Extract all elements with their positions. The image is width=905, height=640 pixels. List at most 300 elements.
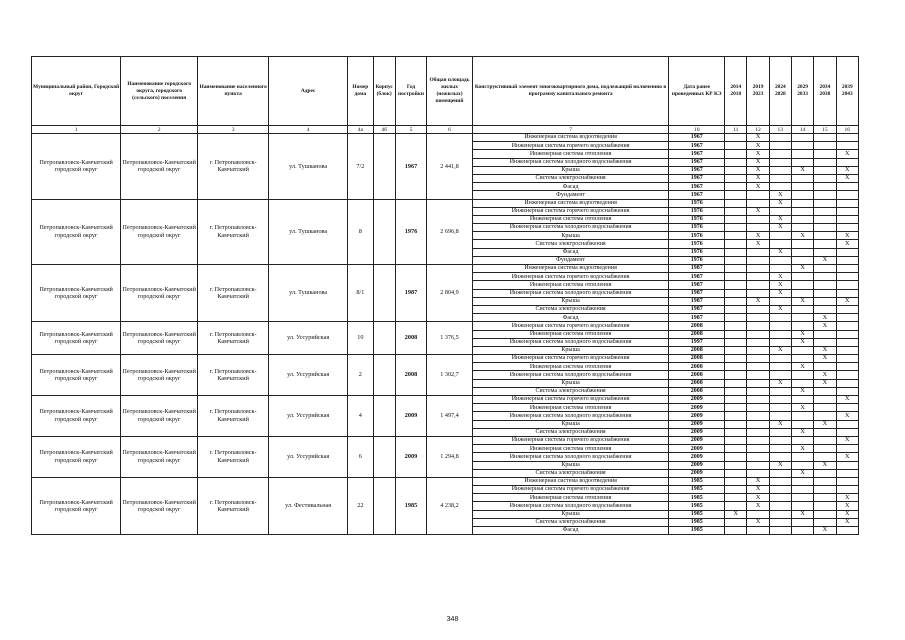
locality-cell: г. Петропавловск-Камчатский (198, 396, 269, 437)
period-mark-cell: X (836, 518, 858, 526)
previous-repair-date-cell: 1967 (669, 142, 725, 150)
period-mark-cell (836, 477, 858, 485)
period-mark-cell (725, 387, 747, 395)
structural-element-cell: Крыша (472, 297, 669, 305)
period-mark-cell (836, 527, 858, 535)
period-mark-cell (791, 191, 813, 199)
structural-element-cell: Инженерная система горячего водоснабжения (472, 355, 669, 363)
period-mark-cell (725, 379, 747, 387)
previous-repair-date-cell: 2008 (669, 379, 725, 387)
period-mark-cell (836, 387, 858, 395)
period-mark-cell (747, 412, 769, 420)
period-mark-cell (725, 477, 747, 485)
period-mark-cell (725, 355, 747, 363)
period-mark-cell (814, 273, 836, 281)
structural-element-cell: Инженерная система горячего водоснабжения (472, 436, 669, 444)
settlement-cell: Петропавловск-Камчатский городской округ (121, 396, 198, 437)
period-mark-cell (836, 158, 858, 166)
period-mark-cell: X (836, 502, 858, 510)
period-mark-cell (814, 158, 836, 166)
corpus-cell (373, 477, 395, 534)
period-mark-cell (791, 486, 813, 494)
period-mark-cell (836, 191, 858, 199)
period-mark-cell (725, 134, 747, 142)
locality-cell: г. Петропавловск-Камчатский (198, 134, 269, 200)
structural-element-cell: Фундамент (472, 256, 669, 264)
period-mark-cell: X (769, 199, 791, 207)
column-number: 14 (791, 126, 813, 134)
period-mark-cell (747, 256, 769, 264)
period-mark-cell (814, 166, 836, 174)
period-mark-cell (725, 215, 747, 223)
period-mark-cell: X (769, 289, 791, 297)
build-year-cell: 1976 (395, 199, 426, 265)
period-mark-cell (836, 445, 858, 453)
period-mark-cell (747, 248, 769, 256)
period-mark-cell: X (747, 150, 769, 158)
period-mark-cell (747, 461, 769, 469)
period-mark-cell (725, 207, 747, 215)
table-row (32, 436, 859, 444)
structural-element-cell: Крыша (472, 346, 669, 354)
previous-repair-date-cell: 1987 (669, 281, 725, 289)
table-row (32, 396, 859, 404)
structural-element-cell: Инженерная система отопления (472, 404, 669, 412)
area-cell: 1 294,8 (427, 436, 473, 477)
previous-repair-date-cell: 1976 (669, 256, 725, 264)
period-mark-cell (814, 232, 836, 240)
structural-element-cell: Инженерная система отопления (472, 150, 669, 158)
period-mark-cell (747, 199, 769, 207)
settlement-cell: Петропавловск-Камчатский городской округ (121, 134, 198, 200)
corpus-cell (373, 355, 395, 396)
period-mark-cell (814, 338, 836, 346)
settlement-cell: Петропавловск-Камчатский городской округ (121, 355, 198, 396)
period-mark-cell: X (747, 166, 769, 174)
previous-repair-date-cell: 1967 (669, 158, 725, 166)
structural-element-cell: Инженерная система отопления (472, 363, 669, 371)
period-mark-cell (769, 453, 791, 461)
period-mark-cell: X (769, 305, 791, 313)
structural-element-cell: Система электроснабжения (472, 174, 669, 182)
period-mark-cell (769, 477, 791, 485)
period-mark-cell (791, 527, 813, 535)
structural-element-cell: Крыша (472, 420, 669, 428)
structural-element-cell: Инженерная система холодного водоснабжения (472, 289, 669, 297)
table-row (32, 322, 859, 330)
period-mark-cell: X (769, 224, 791, 232)
period-mark-cell (725, 412, 747, 420)
period-mark-cell (791, 199, 813, 207)
period-mark-cell (725, 305, 747, 313)
column-number: 5 (395, 126, 426, 134)
period-mark-cell (791, 134, 813, 142)
period-mark-cell (725, 469, 747, 477)
period-mark-cell: X (747, 207, 769, 215)
period-mark-cell (769, 174, 791, 182)
program-table-sheet (31, 56, 859, 535)
structural-element-cell: Инженерная система отопления (472, 330, 669, 338)
period-mark-cell (836, 404, 858, 412)
period-mark-cell (836, 371, 858, 379)
period-mark-cell (769, 510, 791, 518)
previous-repair-date-cell: 2008 (669, 371, 725, 379)
period-mark-cell (769, 256, 791, 264)
structural-element-cell: Система электроснабжения (472, 428, 669, 436)
header-period-2019-2023: 2019 2023 (747, 57, 769, 126)
period-mark-cell (814, 174, 836, 182)
period-mark-cell (791, 412, 813, 420)
header-period-2034-2038: 2034 2038 (814, 57, 836, 126)
area-cell: 2 696,8 (427, 199, 473, 265)
period-mark-cell (836, 469, 858, 477)
address-cell: ул. Уссурийская (269, 396, 348, 437)
period-mark-cell (725, 453, 747, 461)
period-mark-cell (791, 240, 813, 248)
period-mark-cell (791, 420, 813, 428)
period-mark-cell (747, 396, 769, 404)
period-mark-cell: X (747, 502, 769, 510)
settlement-cell: Петропавловск-Камчатский городской округ (121, 265, 198, 322)
period-mark-cell: X (747, 494, 769, 502)
structural-element-cell: Фасад (472, 248, 669, 256)
column-number: 15 (814, 126, 836, 134)
period-mark-cell (747, 420, 769, 428)
period-mark-cell (814, 265, 836, 273)
period-mark-cell (747, 371, 769, 379)
period-mark-cell (725, 142, 747, 150)
period-mark-cell (769, 150, 791, 158)
structural-element-cell: Инженерная система холодного водоснабжения (472, 502, 669, 510)
period-mark-cell (769, 404, 791, 412)
period-mark-cell (747, 346, 769, 354)
previous-repair-date-cell: 1967 (669, 191, 725, 199)
previous-repair-date-cell: 1967 (669, 150, 725, 158)
period-mark-cell: X (791, 338, 813, 346)
period-mark-cell (725, 174, 747, 182)
period-mark-cell: X (791, 330, 813, 338)
house-number-cell: 10 (348, 322, 373, 355)
period-mark-cell (836, 248, 858, 256)
period-mark-cell (747, 355, 769, 363)
period-mark-cell (791, 502, 813, 510)
period-mark-cell (814, 494, 836, 502)
period-mark-cell (836, 142, 858, 150)
period-mark-cell (769, 142, 791, 150)
previous-repair-date-cell: 1985 (669, 527, 725, 535)
period-mark-cell: X (769, 346, 791, 354)
repair-program-table (31, 56, 859, 535)
period-mark-cell (725, 518, 747, 526)
header-house-number: Номер дома (348, 57, 373, 126)
structural-element-cell: Инженерная система холодного водоснабжения (472, 338, 669, 346)
period-mark-cell (791, 396, 813, 404)
period-mark-cell (791, 346, 813, 354)
column-number: 4а (348, 126, 373, 134)
column-number: 7 (472, 126, 669, 134)
period-mark-cell (747, 215, 769, 223)
column-number: 13 (769, 126, 791, 134)
settlement-cell: Петропавловск-Камчатский городской округ (121, 436, 198, 477)
period-mark-cell (814, 502, 836, 510)
previous-repair-date-cell: 1997 (669, 338, 725, 346)
period-mark-cell (814, 224, 836, 232)
period-mark-cell (769, 355, 791, 363)
period-mark-cell (769, 428, 791, 436)
period-mark-cell (747, 510, 769, 518)
period-mark-cell: X (836, 240, 858, 248)
period-mark-cell (747, 289, 769, 297)
district-cell: Петропавловск-Камчатский городской округ (32, 199, 121, 265)
period-mark-cell (747, 314, 769, 322)
period-mark-cell: X (747, 232, 769, 240)
period-mark-cell (769, 240, 791, 248)
period-mark-cell (769, 183, 791, 191)
period-mark-cell (814, 150, 836, 158)
period-mark-cell (836, 281, 858, 289)
period-mark-cell (814, 396, 836, 404)
address-cell: ул. Уссурийская (269, 436, 348, 477)
settlement-cell: Петропавловск-Камчатский городской округ (121, 199, 198, 265)
period-mark-cell (836, 338, 858, 346)
period-mark-cell (791, 371, 813, 379)
address-cell: ул. Тушканова (269, 134, 348, 200)
address-cell: ул. Уссурийская (269, 355, 348, 396)
column-number: 16 (836, 126, 858, 134)
period-mark-cell (814, 248, 836, 256)
previous-repair-date-cell: 1967 (669, 183, 725, 191)
header-period-2039-2043: 2039 2043 (836, 57, 858, 126)
period-mark-cell (725, 297, 747, 305)
corpus-cell (373, 265, 395, 322)
house-number-cell: 2 (348, 355, 373, 396)
header-locality: Наименование населенного пункта (198, 57, 269, 126)
previous-repair-date-cell: 1987 (669, 265, 725, 273)
period-mark-cell (769, 166, 791, 174)
period-mark-cell: X (747, 240, 769, 248)
structural-element-cell: Система электроснабжения (472, 240, 669, 248)
previous-repair-date-cell: 1985 (669, 510, 725, 518)
structural-element-cell: Инженерная система горячего водоснабжения (472, 322, 669, 330)
previous-repair-date-cell: 2008 (669, 387, 725, 395)
column-number: 10 (669, 126, 725, 134)
address-cell: ул. Тушканова (269, 199, 348, 265)
structural-element-cell: Система электроснабжения (472, 469, 669, 477)
period-mark-cell (836, 256, 858, 264)
period-mark-cell (814, 191, 836, 199)
previous-repair-date-cell: 2009 (669, 412, 725, 420)
period-mark-cell (836, 428, 858, 436)
page-number: 348 (446, 616, 459, 623)
period-mark-cell (725, 436, 747, 444)
period-mark-cell: X (747, 158, 769, 166)
period-mark-cell: X (791, 265, 813, 273)
period-mark-cell: X (747, 486, 769, 494)
structural-element-cell: Инженерная система холодного водоснабжения (472, 412, 669, 420)
structural-element-cell: Инженерная система отопления (472, 494, 669, 502)
period-mark-cell (791, 436, 813, 444)
period-mark-cell (747, 428, 769, 436)
period-mark-cell (791, 183, 813, 191)
period-mark-cell (725, 281, 747, 289)
corpus-cell (373, 436, 395, 477)
period-mark-cell (814, 142, 836, 150)
settlement-cell: Петропавловск-Камчатский городской округ (121, 322, 198, 355)
previous-repair-date-cell: 1967 (669, 166, 725, 174)
district-cell: Петропавловск-Камчатский городской округ (32, 477, 121, 534)
period-mark-cell (814, 363, 836, 371)
period-mark-cell: X (791, 297, 813, 305)
district-cell: Петропавловск-Камчатский городской округ (32, 265, 121, 322)
column-number: 11 (725, 126, 747, 134)
structural-element-cell: Крыша (472, 379, 669, 387)
period-mark-cell (836, 346, 858, 354)
period-mark-cell (791, 494, 813, 502)
structural-element-cell: Фасад (472, 314, 669, 322)
period-mark-cell: X (791, 363, 813, 371)
period-mark-cell (725, 224, 747, 232)
period-mark-cell (836, 224, 858, 232)
period-mark-cell: X (836, 436, 858, 444)
period-mark-cell (814, 215, 836, 223)
column-number: 6 (427, 126, 473, 134)
table-row (32, 265, 859, 273)
period-mark-cell (836, 215, 858, 223)
period-mark-cell (814, 207, 836, 215)
period-mark-cell (791, 314, 813, 322)
period-mark-cell (769, 486, 791, 494)
locality-cell: г. Петропавловск-Камчатский (198, 265, 269, 322)
district-cell: Петропавловск-Камчатский городской округ (32, 134, 121, 200)
previous-repair-date-cell: 1985 (669, 486, 725, 494)
previous-repair-date-cell: 1987 (669, 273, 725, 281)
period-mark-cell: X (769, 273, 791, 281)
house-number-cell: 7/2 (348, 134, 373, 200)
period-mark-cell (725, 445, 747, 453)
previous-repair-date-cell: 2009 (669, 469, 725, 477)
build-year-cell: 1985 (395, 477, 426, 534)
table-body (32, 134, 859, 535)
period-mark-cell: X (814, 346, 836, 354)
structural-element-cell: Крыша (472, 232, 669, 240)
period-mark-cell (836, 486, 858, 494)
period-mark-cell: X (791, 387, 813, 395)
period-mark-cell: X (836, 510, 858, 518)
column-number: 3 (198, 126, 269, 134)
column-number: 1 (32, 126, 121, 134)
period-mark-cell (836, 207, 858, 215)
period-mark-cell (725, 346, 747, 354)
period-mark-cell (769, 412, 791, 420)
previous-repair-date-cell: 1976 (669, 240, 725, 248)
structural-element-cell: Инженерная система отопления (472, 281, 669, 289)
table-row (32, 477, 859, 485)
previous-repair-date-cell: 1987 (669, 305, 725, 313)
period-mark-cell (791, 256, 813, 264)
period-mark-cell (769, 527, 791, 535)
period-mark-cell (725, 183, 747, 191)
period-mark-cell (791, 453, 813, 461)
period-mark-cell (836, 314, 858, 322)
structural-element-cell: Инженерная система холодного водоснабжения (472, 371, 669, 379)
period-mark-cell: X (836, 494, 858, 502)
period-mark-cell: X (814, 256, 836, 264)
period-mark-cell (725, 314, 747, 322)
previous-repair-date-cell: 1987 (669, 289, 725, 297)
period-mark-cell (814, 240, 836, 248)
previous-repair-date-cell: 1985 (669, 518, 725, 526)
period-mark-cell (747, 322, 769, 330)
structural-element-cell: Инженерная система водоотведения (472, 134, 669, 142)
period-mark-cell: X (791, 510, 813, 518)
address-cell: ул. Уссурийская (269, 322, 348, 355)
locality-cell: г. Петропавловск-Камчатский (198, 477, 269, 534)
period-mark-cell (814, 330, 836, 338)
period-mark-cell (769, 265, 791, 273)
period-mark-cell (791, 150, 813, 158)
district-cell: Петропавловск-Камчатский городской округ (32, 355, 121, 396)
period-mark-cell (747, 265, 769, 273)
structural-element-cell: Крыша (472, 461, 669, 469)
structural-element-cell: Крыша (472, 166, 669, 174)
period-mark-cell: X (791, 404, 813, 412)
period-mark-cell: X (769, 191, 791, 199)
period-mark-cell (814, 305, 836, 313)
structural-element-cell: Крыша (472, 510, 669, 518)
period-mark-cell: X (769, 215, 791, 223)
period-mark-cell (747, 224, 769, 232)
period-mark-cell: X (747, 134, 769, 142)
period-mark-cell (814, 297, 836, 305)
period-mark-cell (791, 281, 813, 289)
period-mark-cell (791, 215, 813, 223)
header-total-area: Общая площадь жилых (нежилых) помещений (427, 57, 473, 126)
period-mark-cell (725, 199, 747, 207)
period-mark-cell (814, 469, 836, 477)
build-year-cell: 2009 (395, 396, 426, 437)
period-mark-cell: X (836, 166, 858, 174)
area-cell: 1 302,7 (427, 355, 473, 396)
settlement-cell: Петропавловск-Камчатский городской округ (121, 477, 198, 534)
period-mark-cell (747, 387, 769, 395)
period-mark-cell (769, 338, 791, 346)
locality-cell: г. Петропавловск-Камчатский (198, 436, 269, 477)
period-mark-cell (769, 436, 791, 444)
corpus-cell (373, 322, 395, 355)
house-number-cell: 4 (348, 396, 373, 437)
period-mark-cell (814, 281, 836, 289)
period-mark-cell (747, 191, 769, 199)
previous-repair-date-cell: 1967 (669, 174, 725, 182)
previous-repair-date-cell: 2008 (669, 330, 725, 338)
period-mark-cell (769, 322, 791, 330)
period-mark-cell (791, 379, 813, 387)
structural-element-cell: Инженерная система холодного водоснабжения (472, 453, 669, 461)
period-mark-cell (725, 420, 747, 428)
previous-repair-date-cell: 2009 (669, 396, 725, 404)
period-mark-cell: X (769, 461, 791, 469)
period-mark-cell: X (814, 420, 836, 428)
period-mark-cell: X (747, 142, 769, 150)
area-cell: 1 497,4 (427, 396, 473, 437)
period-mark-cell (791, 273, 813, 281)
period-mark-cell: X (836, 453, 858, 461)
period-mark-cell (725, 486, 747, 494)
period-mark-cell (769, 371, 791, 379)
header-previous-repair-date: Дата ранее проведенных КР КЭ (669, 57, 725, 126)
previous-repair-date-cell: 1987 (669, 314, 725, 322)
period-mark-cell (725, 363, 747, 371)
